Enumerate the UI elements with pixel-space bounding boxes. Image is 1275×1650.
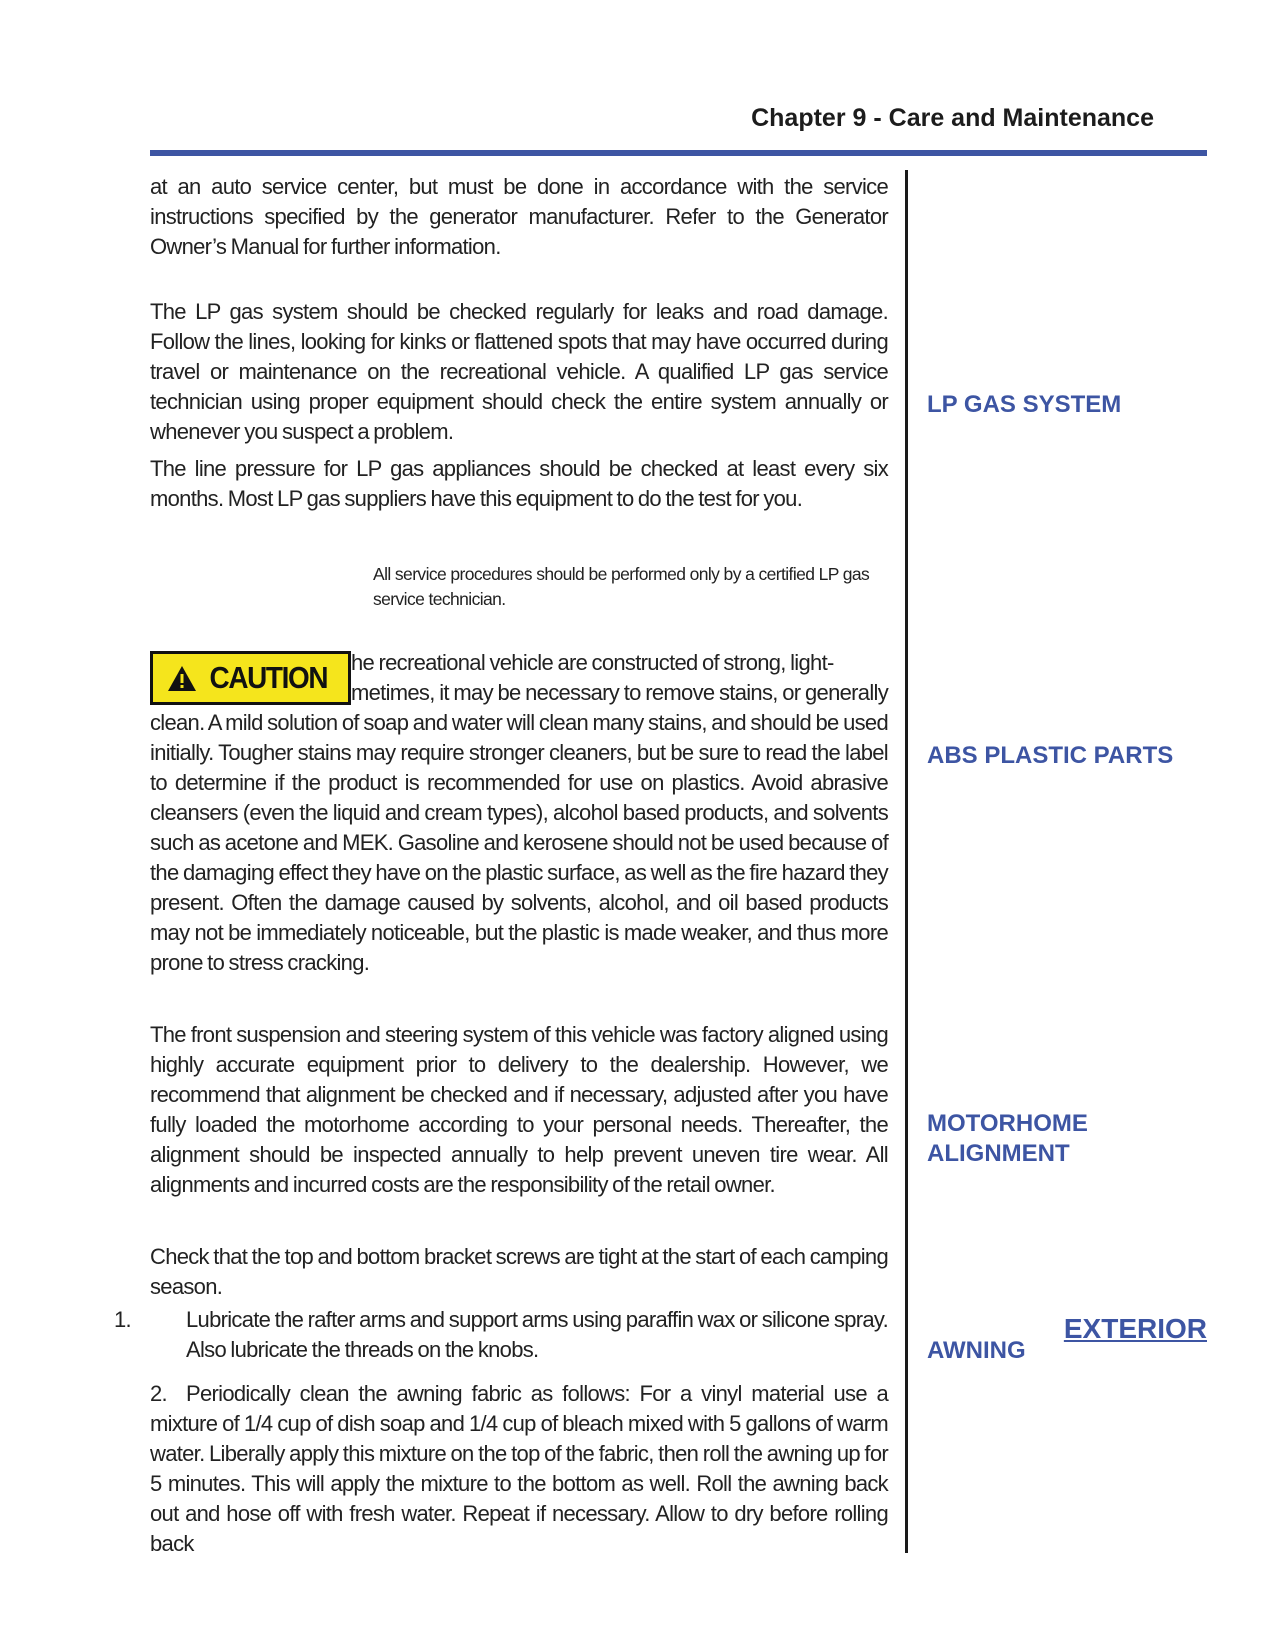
abs-paragraph: metimes, it may be necessary to remove stains, or generally clean. A mild solution of soap and water will clean many stains, and should be used initially. Tougher stains may require stronger cleaners, but be sure to read the label to determine if the product is recommended for use on plastics. Avoid abrasive cleansers (even the liquid and cream types), alcohol based products, and solvents such as acetone and MEK. Gasoline and kerosene should not be used because of the damaging effect they have on the plastic surface, as well as the fire hazard they present. Often the damage caused by solvents, alcohol, and oil based products may not be immediately noticeable, but the plastic is made weaker, and thus more prone to stress cracking. bbox=[150, 680, 888, 975]
caution-sign bbox=[150, 651, 351, 705]
generator-paragraph: at an auto service center, but must be done in accordance with the service instructions specified by the generator manufacturer. Refer to the Generator Owner’s Manual for further information. bbox=[150, 174, 888, 259]
column-divider bbox=[905, 170, 908, 1553]
caution-note: All service procedures should be performed only by a certified LP gas service technician. bbox=[373, 564, 870, 609]
lp-pressure-paragraph: The line pressure for LP gas appliances should be checked at least every six months. Most LP gas suppliers have this equipment to do the test for you. bbox=[150, 456, 888, 511]
list-item-number: 1. bbox=[114, 1307, 131, 1332]
list-item-number: 2. bbox=[150, 1381, 167, 1406]
sidebar-heading-awning: AWNING bbox=[927, 1337, 1026, 1364]
sidebar-heading-lp-gas: LP GAS SYSTEM bbox=[927, 391, 1122, 418]
list-item-text: Periodically clean the awning fabric as follows: For a vinyl material use a mixture of 1/4 cup of dish soap and 1/4 cup of bleach mixed with 5 gallons of warm water. Liberally apply this mixture on the top of the fabric, then roll the awning up for 5 minutes. This will apply the mixture to the bottom as well. Roll the awning back out and hose off with fresh water. Repeat if necessary. Allow to dry before rolling back bbox=[150, 1381, 888, 1556]
list-item-text: Lubricate the rafter arms and support arms using paraffin wax or silicone spray. Also lubricate the threads on the knobs. bbox=[186, 1307, 888, 1362]
sidebar-heading-abs: ABS PLASTIC PARTS bbox=[927, 742, 1174, 769]
chapter-title: Chapter 9 - Care and Maintenance bbox=[751, 104, 1154, 132]
alignment-paragraph: The front suspension and steering system of this vehicle was factory aligned using highly accurate equipment prior to delivery to the dealership. However, we recommend that alignment be checked and if necessary, adjusted after you have fully loaded the motorhome according to your personal needs. Thereafter, the alignment should be inspected annually to help prevent uneven tire wear. All alignments and incurred costs are the responsibility of the retail owner. bbox=[150, 1022, 888, 1197]
exterior-link[interactable]: EXTERIOR bbox=[1063, 1313, 1207, 1344]
header-rule bbox=[150, 150, 1207, 156]
abs-paragraph-first-line: he recreational vehicle are constructed of strong, light- bbox=[351, 650, 834, 675]
lp-check-paragraph: The LP gas system should be checked regularly for leaks and road damage. Follow the lines, looking for kinks or flattened spots that may have occurred during travel or maintenance on the recreational vehicle. A qualified LP gas service technician using proper equipment should check the entire system annually or whenever you suspect a problem. bbox=[150, 299, 888, 444]
awning-paragraph: Check that the top and bottom bracket screws are tight at the start of each camping season. bbox=[150, 1244, 888, 1299]
caution-label: CAUTION bbox=[209, 660, 328, 695]
warning-triangle-icon bbox=[167, 664, 197, 692]
sidebar-heading-alignment-line2: ALIGNMENT bbox=[927, 1140, 1070, 1167]
sidebar-heading-alignment bbox=[927, 1109, 1088, 1169]
list-item bbox=[150, 1379, 888, 1559]
sidebar-heading-alignment-line1: MOTORHOME bbox=[927, 1110, 1088, 1137]
list-item bbox=[114, 1305, 888, 1365]
